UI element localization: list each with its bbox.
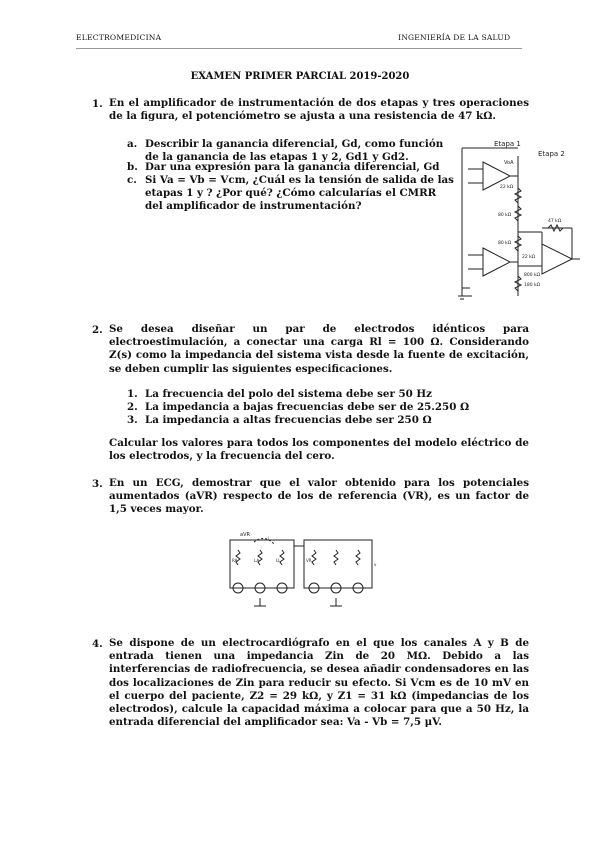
ecg-leads-figure [224, 526, 380, 610]
q1-number: 1. [92, 98, 103, 110]
r3-label: 80 kΩ [498, 241, 512, 246]
q2-item-1 [127, 388, 505, 401]
vr-label: VR [306, 558, 312, 563]
q2-item-2-text: La impedancia a bajas frecuencias debe ser de 25.250 Ω [145, 401, 470, 413]
etapa2-label: Etapa 2 [538, 150, 565, 158]
v-label: v [374, 562, 377, 567]
q1-text: En el amplificador de instrumentación de dos etapas y tres operaciones de la figura, el potenciómetro se ajusta a una resistencia de 47 kΩ. [109, 97, 529, 123]
ra-label: RA [232, 558, 238, 563]
q1-item-c-label: c. [127, 174, 137, 186]
current-label: i [268, 536, 270, 541]
header-divider [76, 48, 522, 49]
q2-item-3-text: La impedancia a altas frecuencias debe ser 250 Ω [145, 414, 432, 426]
la-label: LA [254, 558, 260, 563]
vo-label: VoA [504, 160, 514, 166]
q2-item-1-label: 1. [127, 388, 138, 400]
q1-item-c [127, 174, 455, 214]
q3-text: En un ECG, demostrar que el valor obtenido para los potenciales aumentados (aVR) respecto de los de referencia (VR), es un factor de 1,5 veces mayor. [109, 477, 529, 516]
q4-text: Se dispone de un electrocardiógrafo en el que los canales A y B de entrada tienen una impedancia Zin de 20 MΩ. Debido a las interferencias de radiofrecuencia, se desea añadir condensadores en las dos localizaciones de Zin para reducir su efecto. Si Vcm es de 10 mV en el cuerpo del paciente, Z2 = 29 kΩ, y Z1 = 31 kΩ (impedancias de los electrodos), calcule la capacidad máxima a colocar para que a 50 Hz, la entrada diferencial del amplificador sea: Va - Vb = 7,5 μV. [109, 637, 529, 729]
opamp-2-symbol [483, 248, 510, 276]
r1-label: 22 kΩ [500, 185, 514, 190]
r7-label: 800 kΩ [524, 273, 541, 278]
exam-title: EXAMEN PRIMER PARCIAL 2019-2020 [190, 71, 410, 82]
r5-label: 22 kΩ [522, 255, 536, 260]
q2-item-2-label: 2. [127, 401, 138, 413]
header-left: ELECTROMEDICINA [76, 33, 162, 42]
q1-item-c-text: Si Va = Vb = Vcm, ¿Cuál es la tensión de salida de las etapas 1 y ? ¿Por qué? ¿Cómo calcularías el CMRR del amplificador de instrumentación? [145, 174, 454, 213]
q2-item-2 [127, 401, 505, 414]
q1-item-b-text: Dar una expresión para la ganancia diferencial, Gd [145, 161, 440, 173]
q1-item-b-label: b. [127, 161, 138, 173]
r4-label: 47 kΩ [548, 219, 562, 224]
current-arrow [254, 538, 274, 544]
q1-item-a-text: Describir la ganancia diferencial, Gd, como función de la ganancia de las etapas 1 y 2, Gd1 y Gd2. [145, 138, 444, 164]
instrumentation-amplifier-figure [448, 136, 580, 304]
etapa1-label: Etapa 1 [494, 140, 521, 148]
q4-number: 4. [92, 638, 103, 650]
q2-item-3-label: 3. [127, 414, 138, 426]
r6-label: 180 kΩ [524, 283, 541, 288]
ll-label: LL [276, 558, 281, 563]
q2-item-1-text: La frecuencia del polo del sistema debe ser 50 Hz [145, 388, 432, 400]
q3-number: 3. [92, 478, 103, 490]
header-right: INGENIERÍA DE LA SALUD [398, 33, 511, 42]
opamp-3-symbol [542, 244, 572, 274]
left-circuit-frame [230, 540, 294, 588]
right-circuit-frame [304, 540, 372, 588]
q2-text: Se desea diseñar un par de electrodos idénticos para electroestimulación, a conectar una carga Rl = 100 Ω. Considerando Z(s) como la impedancia del sistema vista desde la fuente de excitación, se deben cumplir las siguientes especificaciones. [109, 323, 529, 375]
q2-item-3 [127, 414, 505, 427]
q2-number: 2. [92, 324, 103, 336]
q2-closing: Calcular los valores para todos los componentes del modelo eléctrico de los electrodos, y la frecuencia del cero. [109, 437, 529, 463]
avr-label: aVR [240, 532, 250, 538]
r2-label: 80 kΩ [498, 213, 512, 218]
q1-item-a-label: a. [127, 138, 138, 150]
q1-item-b [127, 161, 455, 174]
